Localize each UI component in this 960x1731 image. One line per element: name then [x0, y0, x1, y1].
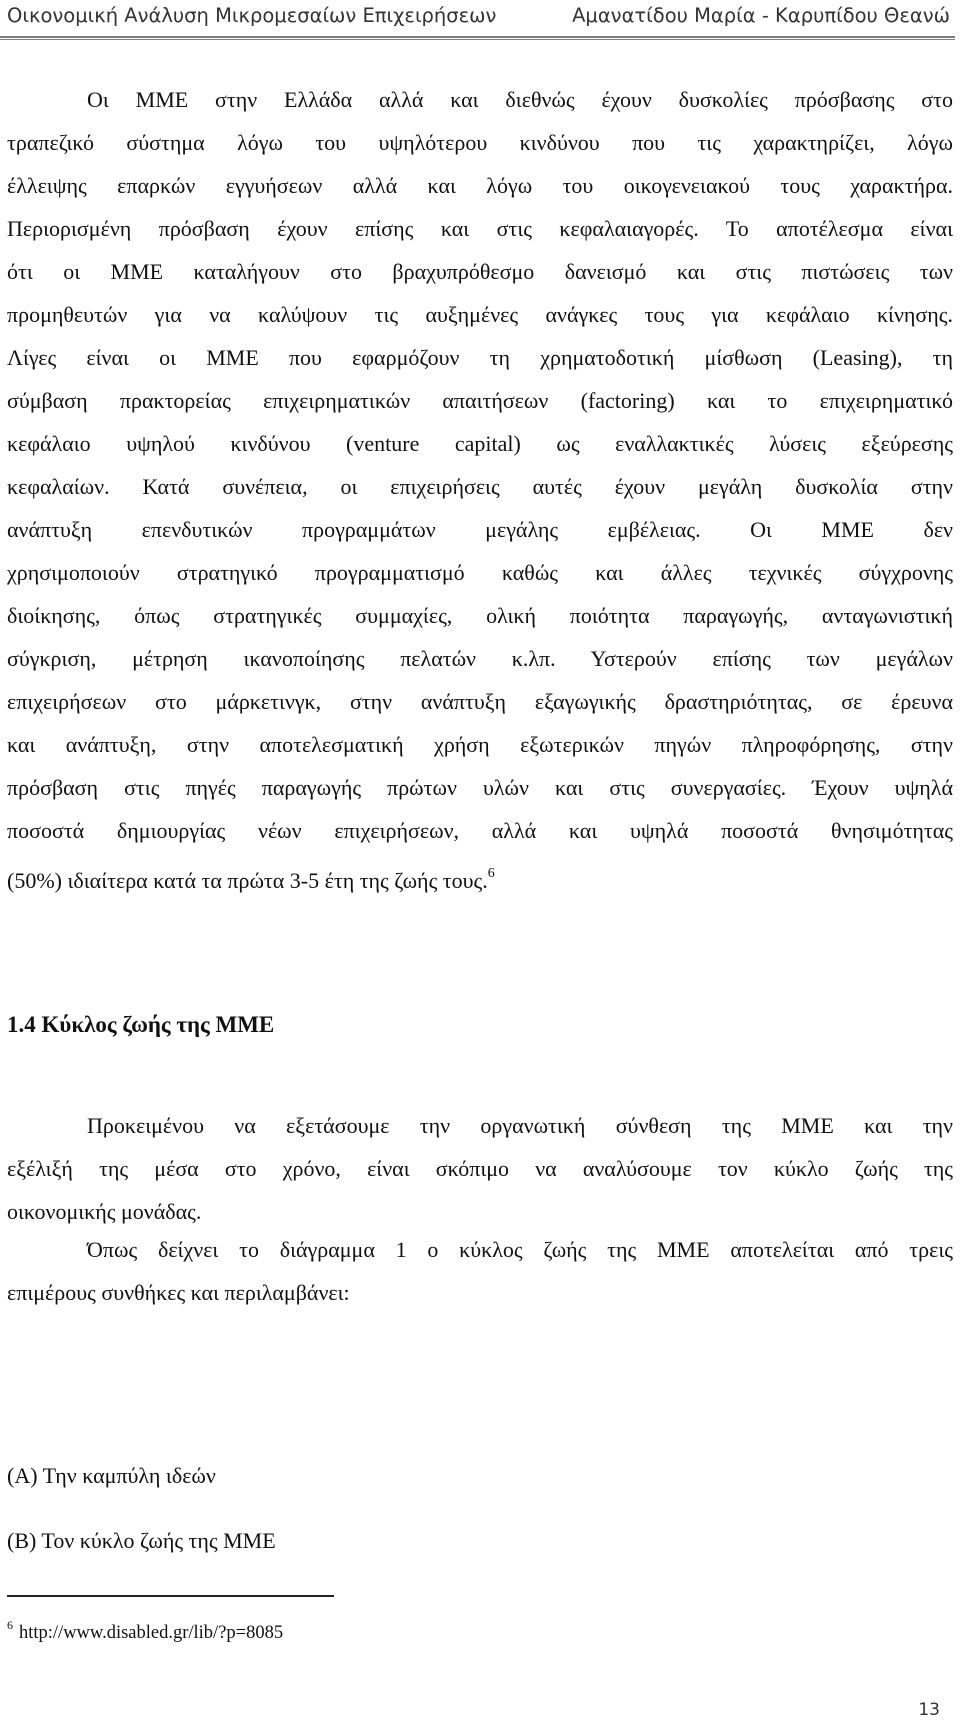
text-line: Περιορισμένη πρόσβαση έχουν επίσης και στις κεφαλαιαγορές. Το αποτέλεσμα είναι [7, 216, 953, 241]
text-line: ποσοστά δημιουργίας νέων επιχειρήσεων, αλλά και υψηλά ποσοστά θνησιμότητας [7, 818, 953, 843]
text-line: επιμέρους συνθήκες και περιλαμβάνει: [7, 1280, 350, 1305]
section-heading: 1.4 Κύκλος ζωής της ΜΜΕ [7, 1012, 275, 1037]
list-item-a: (Α) Την καμπύλη ιδεών [7, 1463, 216, 1488]
page-header [0, 0, 960, 44]
text-line: Λίγες είναι οι ΜΜΕ που εφαρμόζουν τη χρηματοδοτική μίσθωση (Leasing), τη [7, 345, 953, 370]
footnote [7, 1612, 283, 1646]
footnote-divider [7, 1595, 334, 1597]
text-line: Οι ΜΜΕ στην Ελλάδα αλλά και διεθνώς έχουν δυσκολίες πρόσβασης στο [87, 87, 953, 112]
page-number: 13 [918, 1700, 940, 1720]
text-line: προμηθευτών για να καλύψουν τις αυξημένες ανάγκες τους για κεφάλαιο κίνησης. [7, 302, 953, 327]
text-line: ότι οι ΜΜΕ καταλήγουν στο βραχυπρόθεσμο δανεισμό και στις πιστώσεις των [7, 259, 953, 284]
text-line-content: (50%) ιδιαίτερα κατά τα πρώτα 3-5 έτη της ζωής τους. [7, 868, 488, 893]
text-line: Προκειμένου να εξετάσουμε την οργανωτική σύνθεση της ΜΜΕ και την [87, 1113, 953, 1138]
text-line: ανάπτυξη επενδυτικών προγραμμάτων μεγάλης εμβέλειας. Οι ΜΜΕ δεν [7, 517, 953, 542]
text-line: σύμβαση πρακτορείας επιχειρηματικών απαιτήσεων (factoring) και το επιχειρηματικό [7, 388, 953, 413]
text-line: κεφαλαίων. Κατά συνέπεια, οι επιχειρήσεις αυτές έχουν μεγάλη δυσκολία στην [7, 474, 953, 499]
paragraph-diagram-reference [7, 1228, 953, 1314]
text-line: Όπως δείχνει το διάγραμμα 1 ο κύκλος ζωής της ΜΜΕ αποτελείται από τρεις [87, 1237, 953, 1262]
text-line-last [7, 852, 953, 895]
text-line: επιχειρήσεων στο μάρκετινγκ, στην ανάπτυξη εξαγωγικής δραστηριότητας, σε έρευνα [7, 689, 953, 714]
footnote-link[interactable]: http://www.disabled.gr/lib/?p=8085 [19, 1623, 284, 1643]
list-item-b: (Β) Τον κύκλο ζωής της ΜΜΕ [7, 1528, 276, 1553]
text-line: χρησιμοποιούν στρατηγικό προγραμματισμό καθώς και άλλες τεχνικές σύγχρονης [7, 560, 953, 585]
header-title: Οικονομική Ανάλυση Μικρομεσαίων Επιχειρήσεων [7, 4, 497, 27]
paragraph-sme-financing [7, 78, 953, 895]
text-line: εξέλιξή της μέσα στο χρόνο, είναι σκόπιμο να αναλύσουμε τον κύκλο ζωής της [7, 1156, 953, 1181]
footnote-reference[interactable]: 6 [487, 866, 495, 881]
text-line: διοίκησης, όπως στρατηγικές συμμαχίες, ολική ποιότητα παραγωγής, ανταγωνιστική [7, 603, 953, 628]
text-line: έλλειψης επαρκών εγγυήσεων αλλά και λόγω του οικογενειακού τους χαρακτήρα. [7, 173, 953, 198]
text-line: πρόσβαση στις πηγές παραγωγής πρώτων υλών και στις συνεργασίες. Έχουν υψηλά [7, 775, 953, 800]
footnote-number: 6 [7, 1618, 13, 1632]
text-line: και ανάπτυξη, στην αποτελεσματική χρήση εξωτερικών πηγών πληροφόρησης, στην [7, 732, 953, 757]
header-divider [0, 36, 955, 40]
text-line: σύγκριση, μέτρηση ικανοποίησης πελατών κ.λπ. Υστερούν επίσης των μεγάλων [7, 646, 953, 671]
text-line: οικονομικής μονάδας. [7, 1199, 202, 1224]
text-line: κεφάλαιο υψηλού κινδύνου (venture capital) ως εναλλακτικές λύσεις εξεύρεσης [7, 431, 953, 456]
paragraph-intro-lifecycle [7, 1104, 953, 1233]
text-line: τραπεζικό σύστημα λόγω του υψηλότερου κινδύνου που τις χαρακτηρίζει, λόγω [7, 130, 953, 155]
header-authors: Αμανατίδου Μαρία - Καρυπίδου Θεανώ [572, 4, 950, 27]
